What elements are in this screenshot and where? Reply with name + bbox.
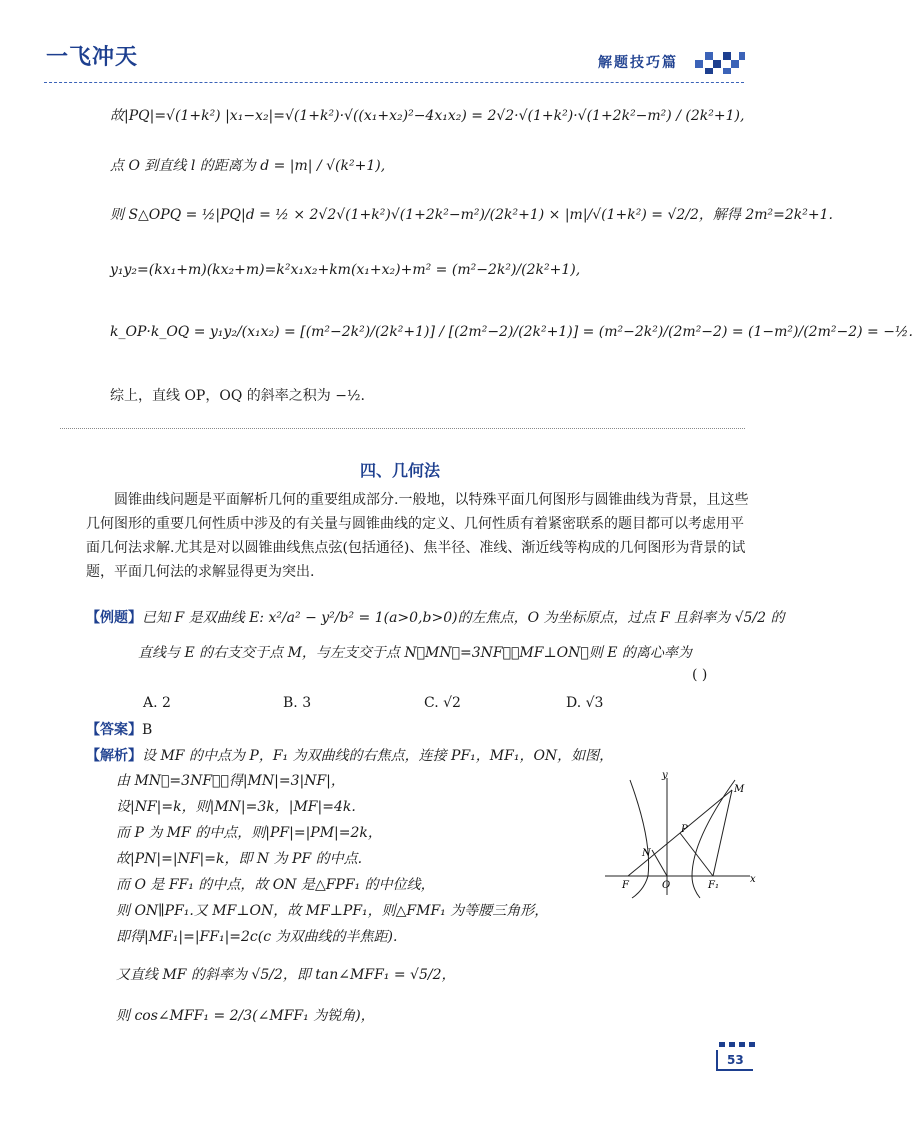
section-header: 解题技巧篇: [598, 55, 678, 71]
option-c: C. √2: [424, 695, 461, 711]
distance-line: 点 O 到直线 l 的距离为 d = |m| / √(k²+1),: [110, 158, 386, 174]
answer-line: [86, 720, 152, 740]
analysis-line-0: [86, 746, 613, 766]
summary-line: 综上，直线 OP，OQ 的斜率之积为 −½.: [110, 388, 365, 404]
option-b: B. 3: [283, 695, 312, 711]
header-checker-icon: [695, 46, 747, 76]
analysis-line-6: 则 ON∥PF₁.又 MF⊥ON，故 MF⊥PF₁，则△FMF₁ 为等腰三角形，: [116, 903, 549, 919]
example-line-1: [86, 608, 784, 628]
label-f: F: [622, 880, 629, 891]
label-y: y: [662, 770, 668, 781]
analysis-line-4: 故|PN|=|NF|=k，即 N 为 PF 的中点.: [116, 851, 363, 867]
analysis-line-5: 而 O 是 FF₁ 的中点，故 ON 是△FPF₁ 的中位线，: [116, 877, 435, 893]
slope-product-line: k_OP·k_OQ = y₁y₂/(x₁x₂) = [(m²−2k²)/(2k²+1)] / [(2m²−2)/(2k²+1)] = (m²−2k²)/(2m²−2) = (1−m²)/(2m²−2) = −½.: [110, 324, 913, 340]
segment-on: [652, 850, 667, 876]
brand-logo: 一飞冲天: [46, 45, 139, 70]
analysis-line-7: 即得|MF₁|=|FF₁|=2c(c 为双曲线的半焦距).: [116, 929, 398, 945]
label-x: x: [750, 874, 756, 885]
analysis-line-2: 设|NF|=k，则|MN|=3k，|MF|=4k.: [116, 799, 356, 815]
page-number: 53: [727, 1053, 744, 1067]
option-d: D. √3: [566, 695, 604, 711]
analysis-line-3: 而 P 为 MF 的中点，则|PF|=|PM|=2k，: [116, 825, 382, 841]
label-f1: F₁: [708, 880, 719, 891]
label-p: P: [681, 824, 688, 835]
analysis-line-9: 则 cos∠MFF₁ = 2/3(∠MFF₁ 为锐角)，: [116, 1008, 375, 1024]
example-tag: 【例题】: [86, 610, 142, 626]
area-line: 则 S△OPQ = ½|PQ|d = ½ × 2√2√(1+k²)√(1+2k²−m²)/(2k²+1) × |m|/√(1+k²) = √2/2，解得 2m²=2k²+1.: [110, 207, 833, 223]
label-m: M: [734, 784, 745, 795]
answer-tag: 【答案】: [86, 722, 142, 738]
label-o: O: [662, 880, 671, 891]
hyperbola-figure: [600, 770, 760, 900]
analysis-tag: 【解析】: [86, 748, 142, 764]
answer-value: B: [142, 722, 153, 738]
y1y2-line: y₁y₂=(kx₁+m)(kx₂+m)=k²x₁x₂+km(x₁+x₂)+m² = (m²−2k²)/(2k²+1),: [110, 262, 581, 278]
pq-line: 故|PQ|=√(1+k²) |x₁−x₂|=√(1+k²)·√((x₁+x₂)²−4x₁x₂) = 2√2·√(1+k²)·√(1+2k²−m²) / (2k²+1),: [110, 108, 745, 124]
example-line-2: 直线与 E 的右支交于点 M，与左支交于点 N，MN⃗=3NF⃗，MF⊥ON，则 E 的离心率为: [138, 645, 692, 661]
answer-paren: ( ): [692, 667, 708, 683]
option-a: A. 2: [143, 695, 171, 711]
analysis-line-1: 由 MN⃗=3NF⃗，得|MN|=3|NF|，: [116, 773, 345, 789]
section-title: 四、几何法: [359, 461, 440, 480]
section-intro: 圆锥曲线问题是平面解析几何的重要组成部分.一般地，以特殊平面几何图形与圆锥曲线为背景，且这些几何图形的重要几何性质中涉及的有关量与圆锥曲线的定义、几何性质有着紧密联系的题目都可以考虑用平面几何法求解.尤其是对以圆锥曲线焦点弦(包括通径)、焦半径、准线、渐近线等构成的几何图形为背景的试题，平面几何法的求解显得更为突出.: [86, 492, 749, 580]
example-text-1: 已知 F 是双曲线 E: x²/a² − y²/b² = 1(a>0,b>0)的左焦点，O 为坐标原点，过点 F 且斜率为 √5/2 的: [142, 610, 785, 626]
analysis-text-0: 设 MF 的中点为 P，F₁ 为双曲线的右焦点，连接 PF₁，MF₁，ON，如图，: [142, 748, 614, 764]
segment-pf1: [680, 833, 713, 876]
label-n: N: [642, 848, 651, 859]
header-rule: [44, 82, 744, 83]
analysis-line-8: 又直线 MF 的斜率为 √5/2，即 tan∠MFF₁ = √5/2，: [116, 967, 456, 983]
separator: [60, 428, 745, 429]
left-branch: [630, 780, 649, 898]
